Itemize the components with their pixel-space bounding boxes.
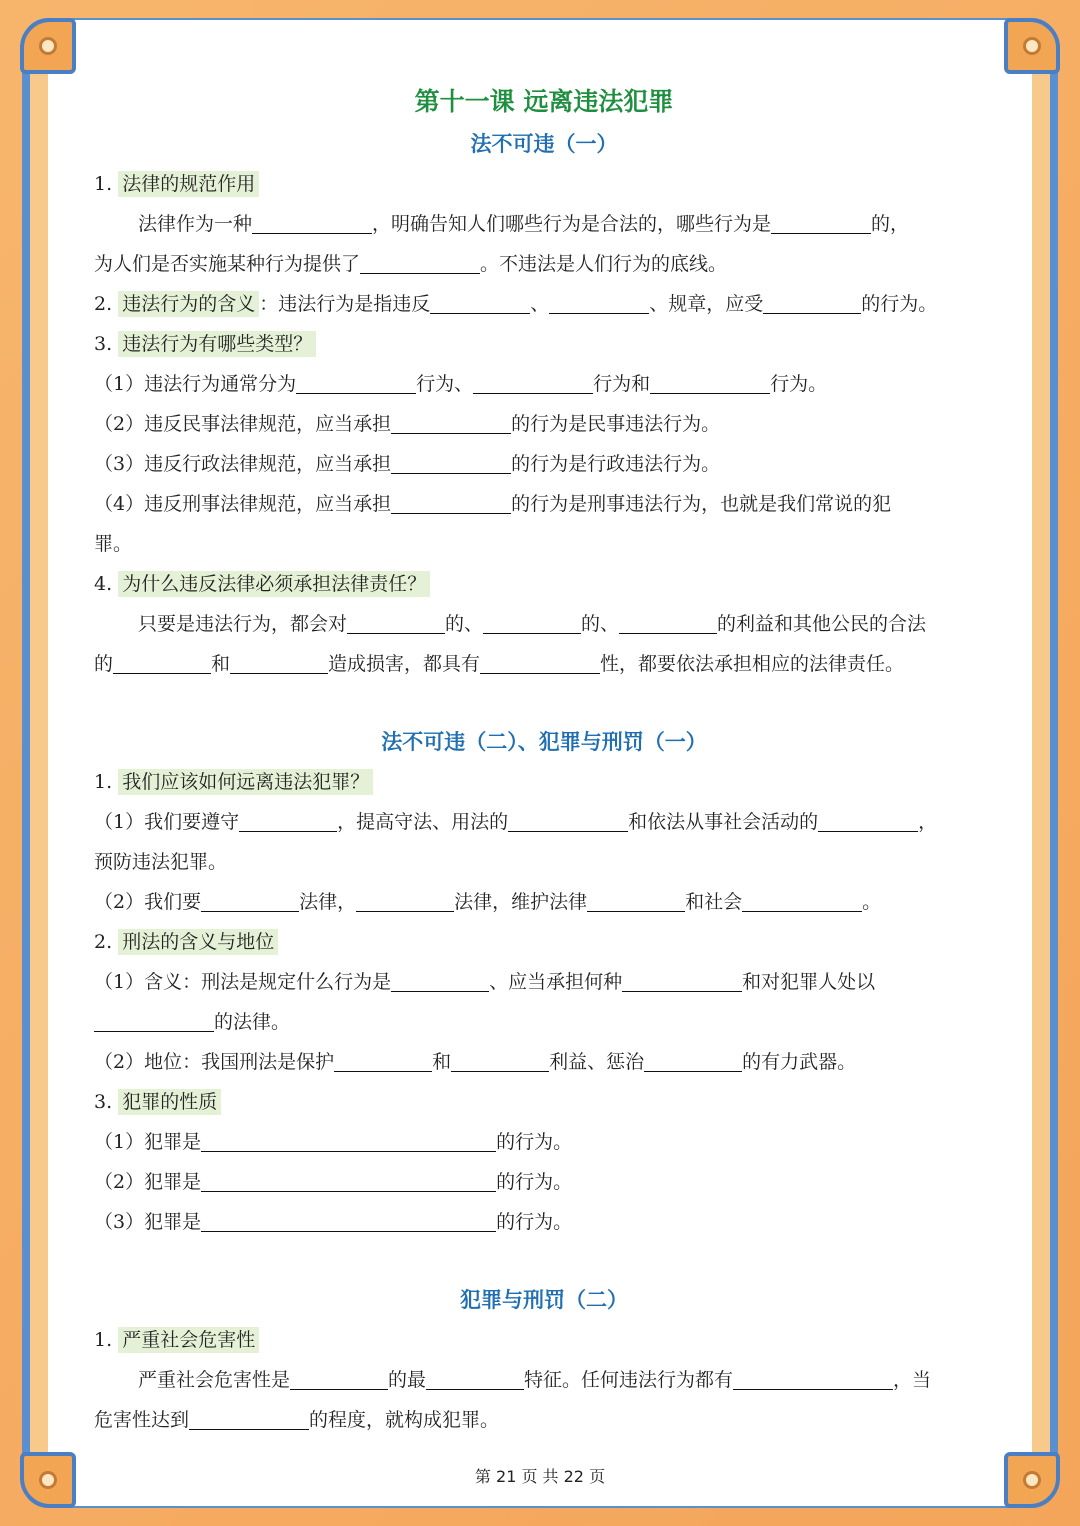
fill-blank[interactable] — [252, 211, 372, 234]
answer-line: 法律作为一种 ，明确告知人们哪些行为是合法的，哪些行为是 的， — [138, 213, 910, 235]
fill-blank[interactable] — [622, 969, 742, 992]
answer-line: 只要是违法行为，都会对 的、 的、 的利益和其他公民的合法 — [138, 613, 927, 635]
fill-blank[interactable] — [430, 291, 530, 314]
answer-line: 罪。 — [94, 533, 133, 555]
fill-blank[interactable] — [189, 1407, 309, 1430]
answer-line: （2）违反民事法律规范，应当承担 的行为是民事违法行为。 — [94, 413, 721, 435]
fill-blank[interactable] — [347, 611, 445, 634]
question-heading: 1. 法律的规范作用 — [94, 164, 994, 204]
fill-blank[interactable] — [644, 1049, 742, 1072]
answer-line: 的 和 造成损害，都具有 性，都要依法承担相应的法律责任。 — [94, 653, 905, 675]
highlighted-heading: 犯罪的性质 — [118, 1089, 221, 1115]
fill-blank[interactable] — [290, 1367, 388, 1390]
lesson-title: 第十一课 远离违法犯罪 — [414, 87, 674, 116]
fill-blank[interactable] — [94, 1009, 214, 1032]
question-heading: 1. 严重社会危害性 — [94, 1320, 994, 1360]
highlighted-heading: 刑法的含义与地位 — [118, 929, 278, 955]
corner-ornament-icon — [1004, 18, 1060, 74]
section-subtitle: 犯罪与刑罚（二） — [460, 1288, 628, 1312]
highlighted-heading: 违法行为有哪些类型？ — [118, 331, 316, 357]
fill-blank[interactable] — [201, 889, 299, 912]
fill-blank[interactable] — [391, 969, 489, 992]
question-heading: 4. 为什么违反法律必须承担法律责任？ — [94, 564, 994, 604]
answer-line: （3）犯罪是 的行为。 — [94, 1211, 573, 1233]
fill-blank[interactable] — [426, 1367, 524, 1390]
question-heading: 1. 我们应该如何远离违法犯罪？ — [94, 762, 994, 802]
question-heading: 2. 违法行为的含义 ：违法行为是指违反 、 、规章，应受 的行为。 — [94, 293, 938, 315]
fill-blank[interactable] — [391, 491, 511, 514]
fill-blank[interactable] — [391, 451, 511, 474]
highlighted-heading: 严重社会危害性 — [118, 1327, 259, 1353]
highlighted-heading: 违法行为的含义 — [118, 291, 259, 317]
answer-line: （1）我们要遵守 ，提高守法、用法的 和依法从事社会活动的 ， — [94, 811, 938, 833]
question-heading: 2. 刑法的含义与地位 — [94, 922, 994, 962]
fill-blank[interactable] — [230, 651, 328, 674]
answer-line: （1）违法行为通常分为 行为、 行为和 行为。 — [94, 373, 828, 395]
fill-blank[interactable] — [587, 889, 685, 912]
question-heading: 3. 违法行为有哪些类型？ — [94, 324, 994, 364]
answer-line: 严重社会危害性是 的最 特征。任何违法行为都有 ，当 — [138, 1369, 932, 1391]
answer-line: 为人们是否实施某种行为提供了 。不违法是人们行为的底线。 — [94, 253, 728, 275]
fill-blank[interactable] — [201, 1209, 496, 1232]
fill-blank[interactable] — [360, 251, 480, 274]
fill-blank[interactable] — [239, 809, 337, 832]
answer-line: 的法律。 — [94, 1002, 994, 1042]
section-subtitle: 法不可违（一） — [470, 132, 618, 156]
fill-blank[interactable] — [473, 371, 593, 394]
fill-blank[interactable] — [818, 809, 918, 832]
fill-blank[interactable] — [650, 371, 770, 394]
fill-blank[interactable] — [508, 809, 628, 832]
answer-line: （2）犯罪是 的行为。 — [94, 1171, 573, 1193]
highlighted-heading: 法律的规范作用 — [118, 171, 259, 197]
fill-blank[interactable] — [742, 889, 862, 912]
fill-blank[interactable] — [356, 889, 454, 912]
fill-blank[interactable] — [296, 371, 416, 394]
section-subtitle: 法不可违（二）、犯罪与刑罚（一） — [381, 730, 707, 754]
fill-blank[interactable] — [733, 1367, 893, 1390]
fill-blank[interactable] — [619, 611, 717, 634]
page-number: 第 21 页 共 22 页 — [474, 1467, 606, 1486]
fill-blank[interactable] — [334, 1049, 432, 1072]
answer-line: （3）违反行政法律规范，应当承担 的行为是行政违法行为。 — [94, 453, 721, 475]
highlighted-heading: 我们应该如何远离违法犯罪？ — [118, 769, 373, 795]
answer-line: （1）犯罪是 的行为。 — [94, 1131, 573, 1153]
answer-line: 预防违法犯罪。 — [94, 851, 228, 873]
question-heading: 3. 犯罪的性质 — [94, 1082, 994, 1122]
answer-line: 危害性达到 的程度，就构成犯罪。 — [94, 1409, 500, 1431]
highlighted-heading: 为什么违反法律必须承担法律责任？ — [118, 571, 430, 597]
worksheet-content — [94, 80, 994, 1440]
fill-blank[interactable] — [480, 651, 600, 674]
answer-line: （2）我们要 法律， 法律，维护法律 和社会 。 — [94, 891, 882, 913]
fill-blank[interactable] — [113, 651, 211, 674]
corner-ornament-icon — [20, 18, 76, 74]
answer-line: （4）违反刑事法律规范，应当承担 的行为是刑事违法行为，也就是我们常说的犯 — [94, 493, 892, 515]
fill-blank[interactable] — [771, 211, 871, 234]
fill-blank[interactable] — [451, 1049, 549, 1072]
fill-blank[interactable] — [483, 611, 581, 634]
answer-line: （1）含义：刑法是规定什么行为是 、应当承担何种 和对犯罪人处以 — [94, 971, 876, 993]
answer-line: （2）地位：我国刑法是保护 和 利益、惩治 的有力武器。 — [94, 1051, 857, 1073]
fill-blank[interactable] — [391, 411, 511, 434]
fill-blank[interactable] — [201, 1129, 496, 1152]
fill-blank[interactable] — [549, 291, 649, 314]
fill-blank[interactable] — [201, 1169, 496, 1192]
fill-blank[interactable] — [763, 291, 861, 314]
